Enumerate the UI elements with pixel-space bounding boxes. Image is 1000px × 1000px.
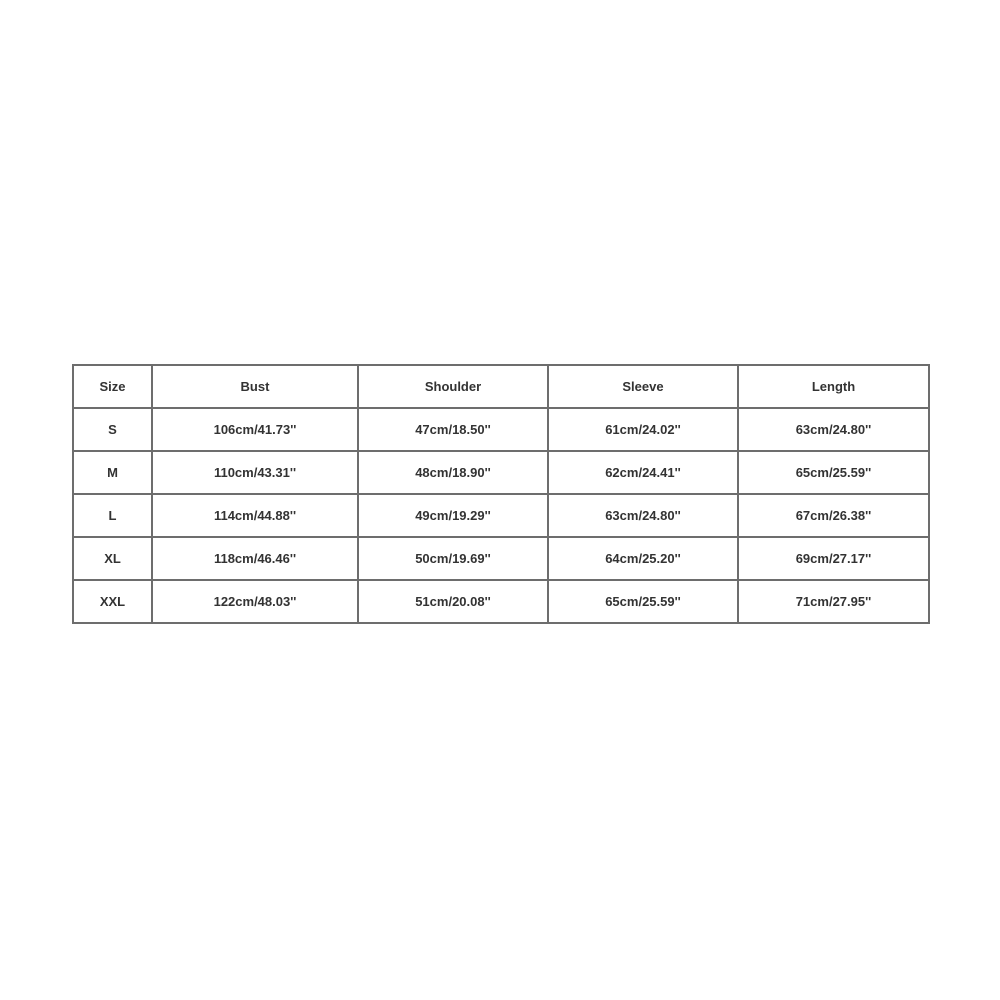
cell-length: 65cm/25.59'': [738, 451, 929, 494]
cell-sleeve: 65cm/25.59'': [548, 580, 738, 623]
header-bust: Bust: [152, 365, 358, 408]
cell-sleeve: 62cm/24.41'': [548, 451, 738, 494]
cell-bust: 110cm/43.31'': [152, 451, 358, 494]
cell-bust: 122cm/48.03'': [152, 580, 358, 623]
cell-bust: 118cm/46.46'': [152, 537, 358, 580]
cell-size: S: [73, 408, 152, 451]
cell-length: 69cm/27.17'': [738, 537, 929, 580]
cell-size: XL: [73, 537, 152, 580]
header-length: Length: [738, 365, 929, 408]
cell-size: M: [73, 451, 152, 494]
table-row: [73, 451, 929, 494]
cell-bust: 106cm/41.73'': [152, 408, 358, 451]
table-row: [73, 580, 929, 623]
table-row: [73, 408, 929, 451]
header-shoulder: Shoulder: [358, 365, 548, 408]
table-row: [73, 494, 929, 537]
cell-shoulder: 48cm/18.90'': [358, 451, 548, 494]
cell-length: 67cm/26.38'': [738, 494, 929, 537]
cell-bust: 114cm/44.88'': [152, 494, 358, 537]
table-row: [73, 537, 929, 580]
cell-sleeve: 63cm/24.80'': [548, 494, 738, 537]
cell-size: XXL: [73, 580, 152, 623]
cell-sleeve: 61cm/24.02'': [548, 408, 738, 451]
header-row: [73, 365, 929, 408]
cell-shoulder: 49cm/19.29'': [358, 494, 548, 537]
cell-size: L: [73, 494, 152, 537]
cell-length: 63cm/24.80'': [738, 408, 929, 451]
cell-shoulder: 51cm/20.08'': [358, 580, 548, 623]
cell-sleeve: 64cm/25.20'': [548, 537, 738, 580]
header-sleeve: Sleeve: [548, 365, 738, 408]
cell-length: 71cm/27.95'': [738, 580, 929, 623]
header-size: Size: [73, 365, 152, 408]
size-chart-table: [72, 364, 930, 624]
cell-shoulder: 47cm/18.50'': [358, 408, 548, 451]
cell-shoulder: 50cm/19.69'': [358, 537, 548, 580]
